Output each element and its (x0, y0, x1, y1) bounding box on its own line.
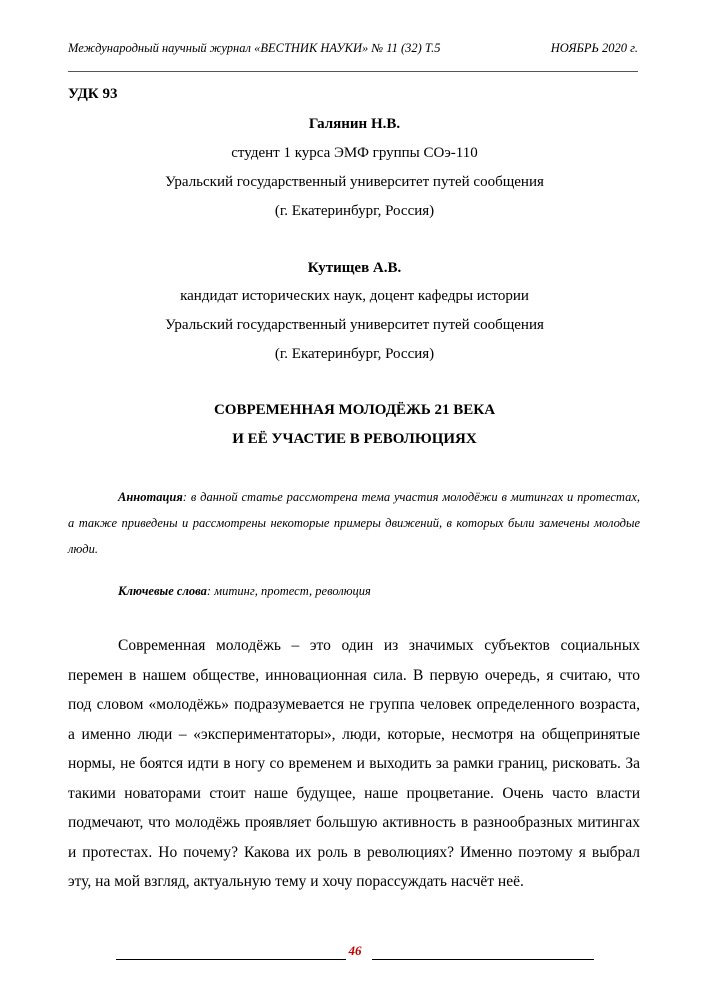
author-1-name: Галянин Н.В. (308, 116, 401, 132)
annotation-label: Аннотация (118, 490, 183, 504)
annotation (68, 484, 640, 562)
author-1-position: студент 1 курса ЭМФ группы СОэ-110 (231, 145, 478, 161)
author-2-city: (г. Екатеринбург, Россия) (274, 346, 435, 362)
running-header (68, 41, 638, 72)
article-title-line-2: И ЕЁ УЧАСТИЕ В РЕВОЛЮЦИЯХ (232, 431, 477, 447)
footer-rule-right (372, 959, 594, 960)
author-2-position: кандидат исторических наук, доцент кафедры истории (180, 288, 529, 304)
page-number: 46 (348, 943, 362, 958)
author-1-city: (г. Екатеринбург, Россия) (274, 203, 435, 219)
annotation-text: : в данной статье рассмотрена тема участия молодёжи в митингах и протестах, а также приведены и рассмотрены некоторые примеры движений, в которых были замечены молодые люди. (68, 490, 640, 556)
body-paragraph: Современная молодёжь – это один из значимых субъектов социальных перемен в нашем обществе, инновационная сила. В первую очередь, я считаю, что под словом «молодёжь» подразумевается не группа человек определенного возраста, а именно люди – «экспериментаторы», люди, которые, несмотря на общепринятые нормы, не боятся идти в ногу со временем и выходить за рамки границ, рисковать. За такими новаторами стоит наше будущее, наше процветание. Очень часто власти подмечают, что молодёжь проявляет большую активность в разнообразных митингах и протестах. Но почему? Какова их роль в революциях? Именно поэтому я выбрал эту, на мой взгляд, актуальную тему и хочу порассуждать насчёт неё. (68, 637, 640, 890)
issue-date: НОЯБРЬ 2020 г. (550, 41, 638, 55)
keywords-text: : митинг, протест, революция (206, 584, 371, 598)
footer-rule-left (116, 959, 346, 960)
keywords-label: Ключевые слова (118, 584, 207, 598)
udk-code: УДК 93 (68, 86, 118, 102)
article-title-line-1: СОВРЕМЕННАЯ МОЛОДЁЖЬ 21 ВЕКА (213, 402, 496, 418)
keywords (118, 584, 371, 599)
author-1-university: Уральский государственный университет путей сообщения (165, 174, 544, 190)
journal-name: Международный научный журнал «ВЕСТНИК НАУКИ» № 11 (32) Т.5 (68, 41, 441, 55)
page-footer (116, 943, 594, 963)
author-2-university: Уральский государственный университет путей сообщения (165, 317, 544, 333)
author-2-name: Кутищев А.В. (307, 260, 402, 276)
